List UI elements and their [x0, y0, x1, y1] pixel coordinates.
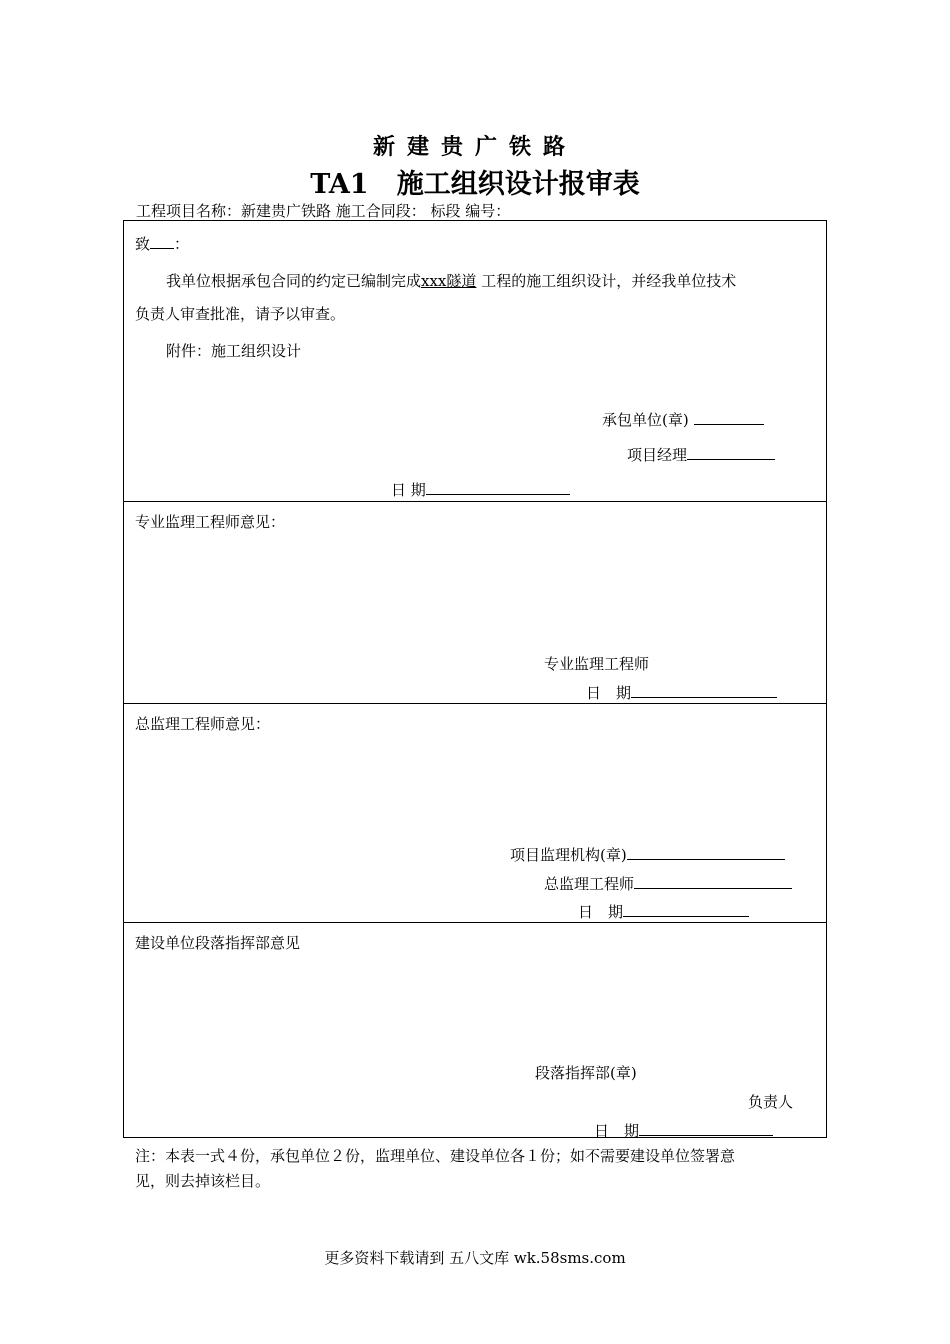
chief-opinion-heading: 总监理工程师意见： [135, 715, 271, 733]
note-line-1: 注：本表一式４份，承包单位２份，监理单位、建设单位各１份；如不需要建设单位签署意 [135, 1147, 736, 1165]
project-manager-blank[interactable] [687, 445, 775, 460]
supervision-org-blank[interactable] [627, 845, 785, 860]
date-blank-2[interactable] [631, 683, 777, 698]
form-name: 施工组织设计报审表 [396, 169, 640, 200]
date-blank-4[interactable] [639, 1121, 773, 1136]
supervision-org-line: 项目监理机构(章) [510, 844, 785, 865]
form-code: TA1 [310, 169, 369, 200]
project-manager-line: 项目经理 [627, 444, 775, 465]
project-info-line: 工程项目名称：新建贵广铁路 施工合同段： 标段 编号： [136, 202, 511, 220]
row-divider-3 [123, 922, 827, 923]
addressee-line: 致 ： [135, 235, 190, 253]
chief-engineer-blank[interactable] [634, 874, 792, 889]
date-blank-3[interactable] [623, 902, 749, 917]
engineer-signer: 专业监理工程师 [544, 655, 650, 673]
document-title: 新建贵广铁路 [372, 134, 577, 160]
row-divider-1 [123, 501, 827, 502]
chief-engineer-line: 总监理工程师 [544, 873, 792, 894]
date-line-4: 日 期 [594, 1120, 773, 1141]
attachment-line: 附件：施工组织设计 [166, 342, 302, 360]
date-blank-1[interactable] [426, 480, 570, 495]
form-title [0, 162, 950, 201]
contractor-seal-blank[interactable] [694, 410, 764, 425]
submission-paragraph-line2: 负责人审查批准，请予以审查。 [135, 305, 346, 323]
footer-link-text[interactable]: 更多资料下载请到 五八文库 wk.58sms.com [324, 1249, 626, 1267]
date-line-3: 日 期 [578, 901, 749, 922]
engineer-opinion-heading: 专业监理工程师意见： [135, 513, 286, 531]
addressee-label: 致 [135, 235, 151, 253]
contractor-seal-line: 承包单位(章) [602, 409, 764, 430]
project-item: xxx隧道 [421, 272, 477, 290]
date-line-2: 日 期 [586, 682, 777, 703]
addressee-blank[interactable] [150, 234, 174, 249]
submission-paragraph: 我单位根据承包合同的约定已编制完成xxx隧道 工程的施工组织设计，并经我单位技术 [166, 272, 737, 290]
section-hq-seal: 段落指挥部(章) [535, 1064, 637, 1082]
responsible-person: 负责人 [748, 1093, 794, 1111]
owner-opinion-heading: 建设单位段落指挥部意见 [135, 934, 301, 952]
note-line-2: 见，则去掉该栏目。 [135, 1172, 271, 1190]
row-divider-2 [123, 703, 827, 704]
date-line-1: 日 期 [391, 479, 570, 500]
